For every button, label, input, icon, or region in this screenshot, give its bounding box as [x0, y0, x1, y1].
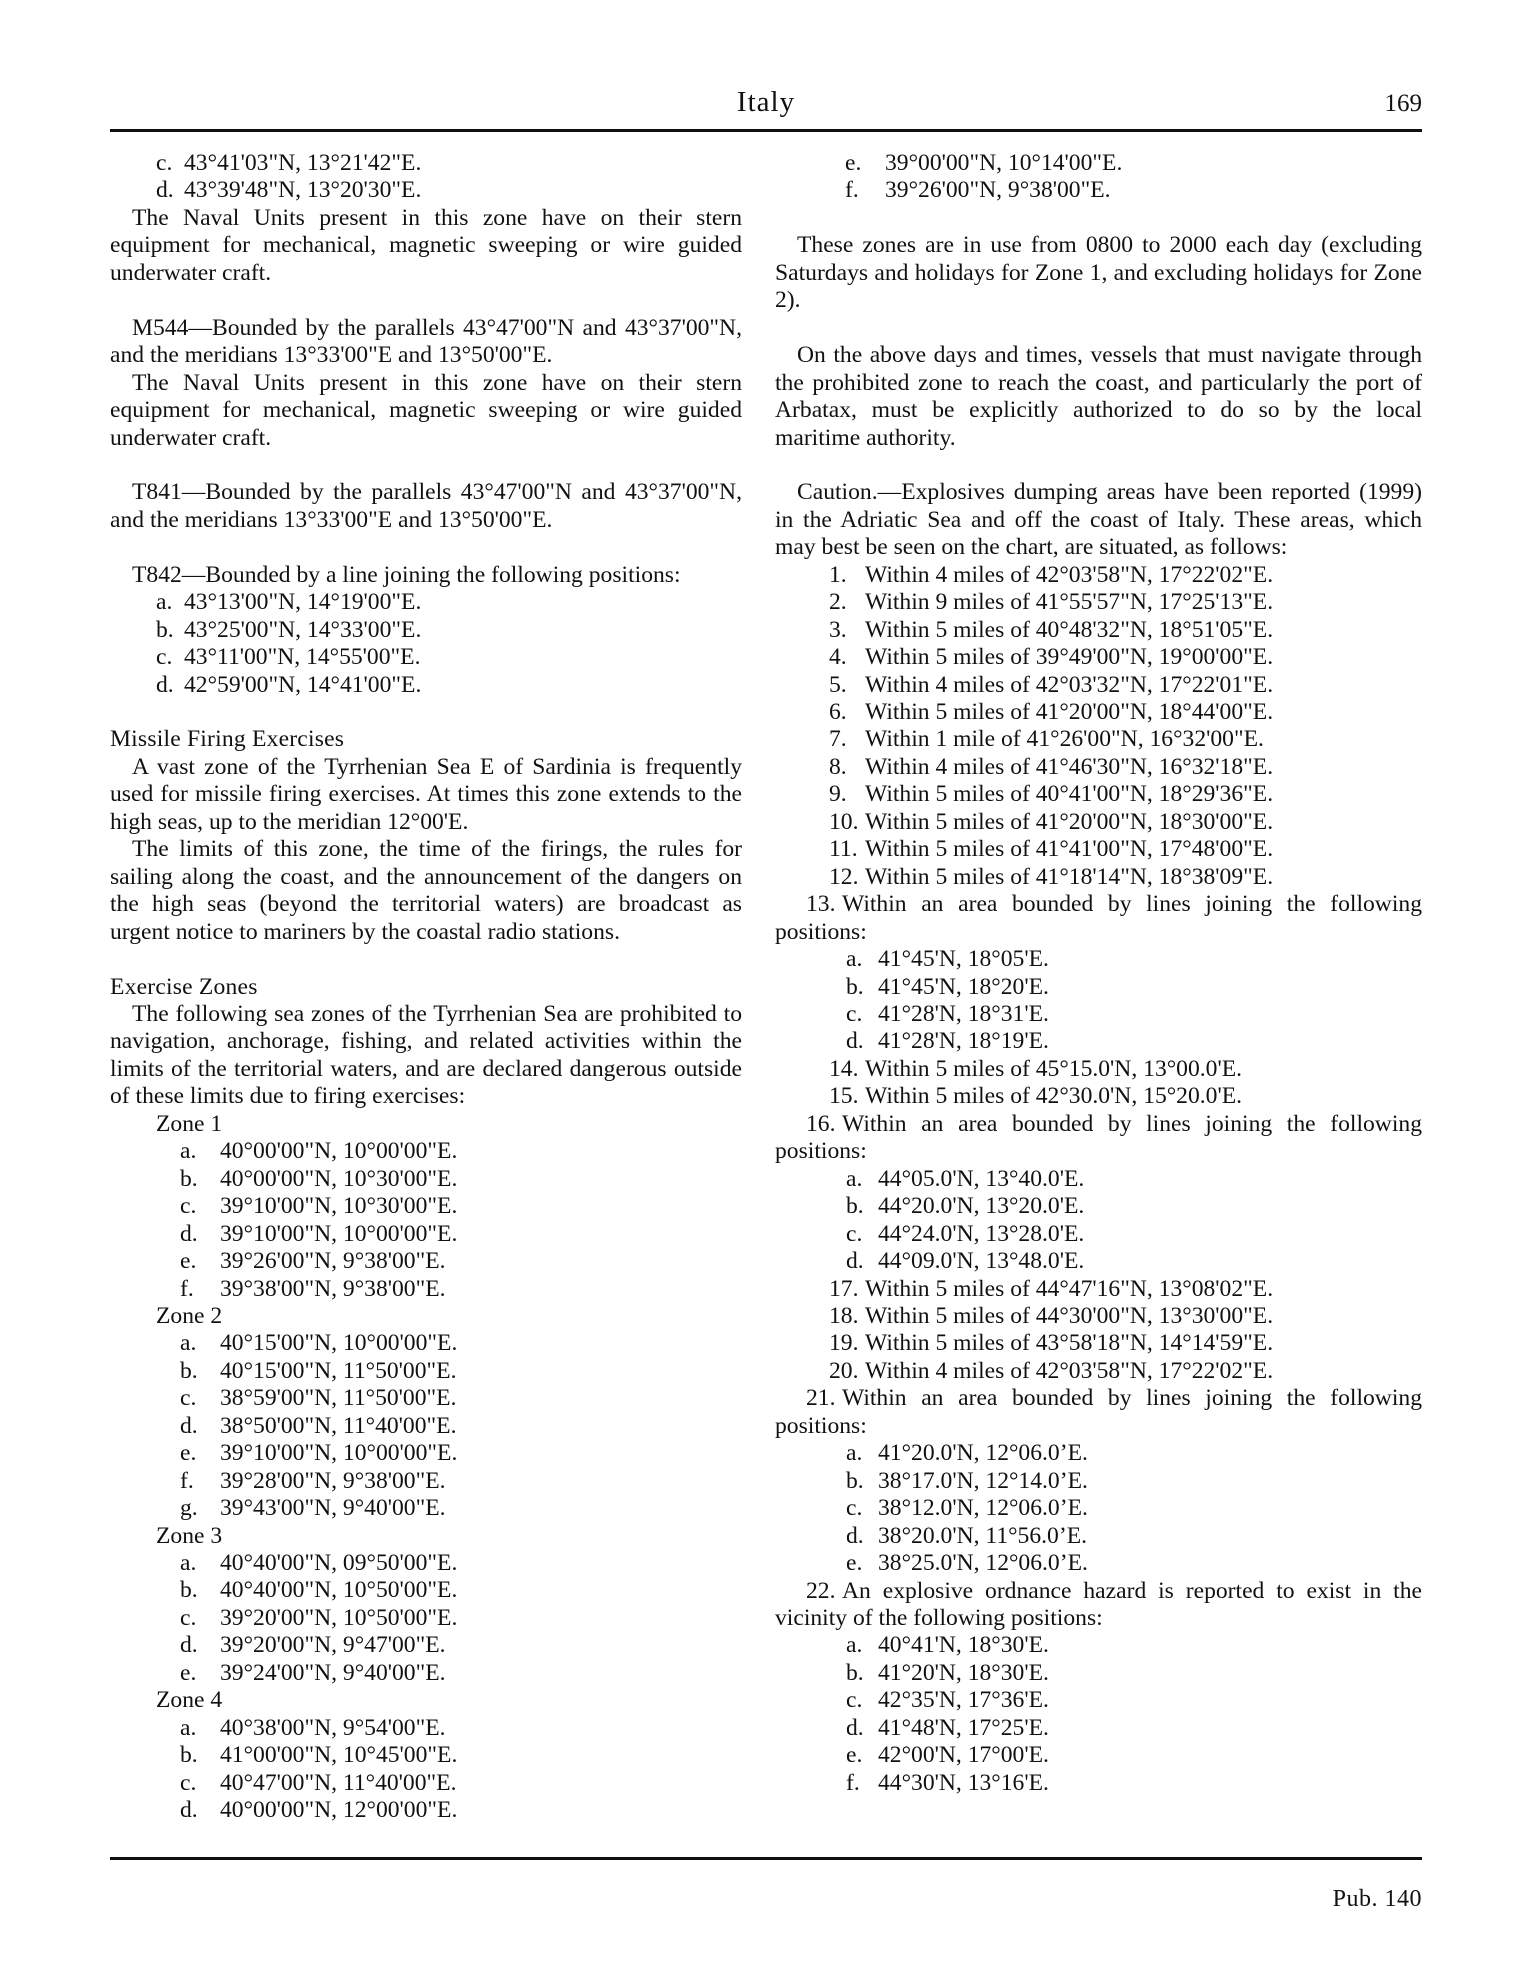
list-item: 12. Within 5 miles of 41°18'14"N, 18°38'09"E.	[829, 863, 1274, 890]
list-item: d. 39°10'00"N, 10°00'00"E.	[180, 1220, 458, 1247]
list-item: b. 40°15'00"N, 11°50'00"E.	[180, 1357, 457, 1384]
list-item: 10. Within 5 miles of 41°20'00"N, 18°30'00"E.	[829, 808, 1274, 835]
paragraph: The limits of this zone, the time of the firings, the rules for sailing along the coast, and the announcement of the dangers on the high seas (beyond the territorial waters) are broadcast as urgent notice to mariners by the coastal radio stations.	[110, 836, 742, 945]
publication-footer: Pub. 140	[1332, 1886, 1422, 1912]
list-item: 14. Within 5 miles of 45°15.0'N, 13°00.0'E.	[829, 1055, 1243, 1082]
list-item: 11. Within 5 miles of 41°41'00"N, 17°48'00"E.	[829, 836, 1274, 863]
running-title: Italy	[736, 86, 796, 118]
list-item: e. 39°00'00"N, 10°14'00"E.	[845, 150, 1123, 176]
list-item: e. 38°25.0'N, 12°06.0’E.	[846, 1550, 1088, 1577]
paragraph-zones-in-use: These zones are in use from 0800 to 2000 each day (excluding Saturdays and holidays for Zone 1, and excluding holidays for Zone 2).	[775, 232, 1422, 314]
list-item: d. 40°00'00"N, 12°00'00"E.	[180, 1797, 458, 1824]
list-item: a. 40°38'00"N, 9°54'00"E.	[180, 1714, 446, 1741]
list-item: 17. Within 5 miles of 44°47'16"N, 13°08'02"E.	[829, 1275, 1274, 1302]
list-item: a. 44°05.0'N, 13°40.0'E.	[846, 1165, 1085, 1192]
list-item: a. 41°20.0'N, 12°06.0’E.	[846, 1440, 1088, 1467]
zone-label: Zone 1	[156, 1110, 223, 1137]
list-item: f. 39°38'00"N, 9°38'00"E.	[180, 1275, 446, 1302]
list-item: a. 40°40'00"N, 09°50'00"E.	[180, 1550, 458, 1577]
list-item: f. 39°28'00"N, 9°38'00"E.	[180, 1467, 446, 1494]
paragraph-naval-units: The Naval Units present in this zone have on their stern equipment for mechanical, magnetic sweeping or wire guided underwater craft.	[110, 204, 742, 286]
list-item: a. 43°13'00"N, 14°19'00"E.	[156, 589, 422, 616]
list-item: c. 38°12.0'N, 12°06.0’E.	[846, 1495, 1088, 1522]
list-item: a. 41°45'N, 18°05'E.	[846, 946, 1049, 973]
paragraph-t841: T841—Bounded by the parallels 43°47'00"N and 43°37'00"N, and the meridians 13°33'00"E and 13°50'00"E.	[110, 479, 742, 533]
list-item: 1. Within 4 miles of 42°03'58"N, 17°22'02"E.	[829, 561, 1274, 588]
list-item: c. 42°35'N, 17°36'E.	[846, 1687, 1049, 1714]
list-item: a. 40°00'00"N, 10°00'00"E.	[180, 1138, 458, 1165]
list-item: b. 41°20'N, 18°30'E.	[846, 1659, 1049, 1686]
list-item: b. 40°40'00"N, 10°50'00"E.	[180, 1577, 458, 1604]
list-item: 5. Within 4 miles of 42°03'32"N, 17°22'01"E.	[829, 671, 1274, 698]
footer-rule	[110, 1857, 1422, 1860]
right-column	[775, 150, 1422, 1797]
list-item: e. 42°00'N, 17°00'E.	[846, 1742, 1049, 1769]
section-heading-missile: Missile Firing Exercises	[110, 726, 345, 753]
page-header	[110, 82, 1422, 132]
list-item: b. 41°45'N, 18°20'E.	[846, 973, 1049, 1000]
list-item: b. 40°00'00"N, 10°30'00"E.	[180, 1165, 458, 1192]
zone-label: Zone 2	[156, 1302, 223, 1329]
paragraph-m544: M544—Bounded by the parallels 43°47'00"N and 43°37'00"N, and the meridians 13°33'00"E and 13°50'00"E.	[110, 314, 742, 369]
list-item: 6. Within 5 miles of 41°20'00"N, 18°44'00"E.	[829, 699, 1274, 726]
list-item: c. 38°59'00"N, 11°50'00"E.	[180, 1385, 457, 1412]
list-item: e. 39°10'00"N, 10°00'00"E.	[180, 1440, 458, 1467]
paragraph: A vast zone of the Tyrrhenian Sea E of Sardinia is frequently used for missile firing exercises. At times this zone extends to the high seas, up to the meridian 12°00'E.	[110, 753, 742, 835]
list-item: d. 44°09.0'N, 13°48.0'E.	[846, 1248, 1085, 1275]
list-item: 19. Within 5 miles of 43°58'18"N, 14°14'59"E.	[829, 1330, 1274, 1357]
list-item: d. 42°59'00"N, 14°41'00"E.	[156, 671, 422, 698]
list-item: c. 43°11'00"N, 14°55'00"E.	[156, 644, 421, 671]
list-item: c. 39°20'00"N, 10°50'00"E.	[180, 1604, 458, 1631]
list-item: a. 40°15'00"N, 10°00'00"E.	[180, 1330, 458, 1357]
list-item: c. 41°28'N, 18°31'E.	[846, 1001, 1049, 1027]
paragraph-authorization: On the above days and times, vessels that must navigate through the prohibited zone to reach the coast, and particularly the port of Arbatax, must be explicitly authorized to do so by the local maritime authority.	[775, 342, 1422, 451]
zone-label: Zone 3	[156, 1522, 223, 1549]
list-item: b. 38°17.0'N, 12°14.0’E.	[846, 1467, 1088, 1494]
list-item: 9. Within 5 miles of 40°41'00"N, 18°29'36"E.	[829, 781, 1274, 808]
list-item: d. 41°48'N, 17°25'E.	[846, 1714, 1049, 1741]
list-item: d. 39°20'00"N, 9°47'00"E.	[180, 1632, 446, 1659]
zone-label: Zone 4	[156, 1687, 223, 1714]
list-item: 7. Within 1 mile of 41°26'00"N, 16°32'00"E.	[829, 726, 1264, 753]
list-item: 16. Within an area bounded by lines joining the following positions:	[775, 1110, 1422, 1165]
list-item: d. 43°39'48"N, 13°20'30"E.	[156, 177, 422, 204]
list-item: 4. Within 5 miles of 39°49'00"N, 19°00'00"E.	[829, 644, 1274, 671]
list-item: c. 43°41'03"N, 13°21'42"E.	[156, 150, 422, 176]
list-item: b. 44°20.0'N, 13°20.0'E.	[846, 1193, 1085, 1220]
list-item: e. 39°24'00"N, 9°40'00"E.	[180, 1659, 446, 1686]
paragraph-t842: T842—Bounded by a line joining the following positions:	[132, 561, 681, 588]
list-item: g. 39°43'00"N, 9°40'00"E.	[180, 1495, 446, 1522]
list-item: e. 39°26'00"N, 9°38'00"E.	[180, 1248, 446, 1275]
list-item: 13. Within an area bounded by lines joining the following positions:	[775, 891, 1422, 945]
list-item: 20. Within 4 miles of 42°03'58"N, 17°22'02"E.	[829, 1357, 1274, 1384]
list-item: 8. Within 4 miles of 41°46'30"N, 16°32'18"E.	[829, 753, 1274, 780]
list-item: a. 40°41'N, 18°30'E.	[846, 1632, 1049, 1659]
list-item: c. 40°47'00"N, 11°40'00"E.	[180, 1769, 457, 1796]
list-item: d. 38°20.0'N, 11°56.0’E.	[846, 1522, 1088, 1549]
paragraph-caution: Caution.—Explosives dumping areas have been reported (1999) in the Adriatic Sea and off the coast of Italy. These areas, which may best be seen on the chart, are situated, as follows:	[775, 479, 1422, 561]
paragraph-naval-units: The Naval Units present in this zone have on their stern equipment for mechanical, magnetic sweeping or wire guided underwater craft.	[110, 369, 742, 451]
list-item: c. 44°24.0'N, 13°28.0'E.	[846, 1220, 1085, 1247]
list-item: 21. Within an area bounded by lines joining the following positions:	[775, 1385, 1422, 1439]
list-item: f. 44°30'N, 13°16'E.	[846, 1769, 1049, 1796]
page-number: 169	[1384, 90, 1422, 117]
list-item: 3. Within 5 miles of 40°48'32"N, 18°51'05"E.	[829, 616, 1274, 643]
list-item: d. 38°50'00"N, 11°40'00"E.	[180, 1412, 457, 1439]
list-item: b. 41°00'00"N, 10°45'00"E.	[180, 1742, 458, 1769]
section-heading-exercise-zones: Exercise Zones	[110, 973, 258, 1000]
header-rule	[110, 129, 1422, 132]
list-item: d. 41°28'N, 18°19'E.	[846, 1028, 1049, 1055]
list-item: 18. Within 5 miles of 44°30'00"N, 13°30'00"E.	[829, 1302, 1274, 1329]
list-item: 22. An explosive ordnance hazard is reported to exist in the vicinity of the following positions:	[775, 1577, 1422, 1631]
list-item: b. 43°25'00"N, 14°33'00"E.	[156, 616, 422, 643]
list-item: 15. Within 5 miles of 42°30.0'N, 15°20.0'E.	[829, 1083, 1243, 1110]
list-item: f. 39°26'00"N, 9°38'00"E.	[845, 177, 1111, 204]
list-item: 2. Within 9 miles of 41°55'57"N, 17°25'13"E.	[829, 589, 1274, 616]
list-item: c. 39°10'00"N, 10°30'00"E.	[180, 1193, 458, 1220]
paragraph: The following sea zones of the Tyrrhenian Sea are prohibited to navigation, anchorage, fishing, and related activities within the limits of the territorial waters, and are declared dangerous outside of these limits due to firing exercises:	[110, 1000, 742, 1110]
left-column	[110, 150, 742, 1825]
